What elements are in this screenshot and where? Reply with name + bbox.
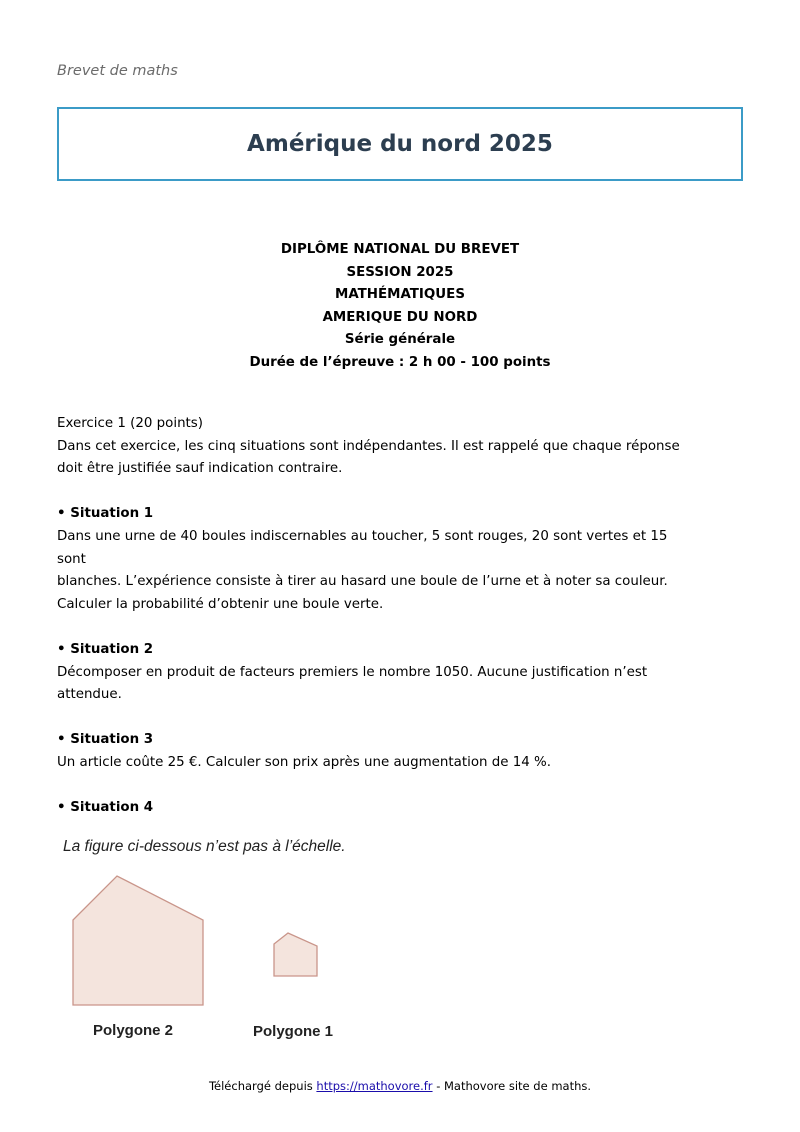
exam-header (57, 239, 743, 375)
exam-header-line: AMERIQUE DU NORD (322, 309, 478, 325)
situation-text: attendue. (57, 687, 122, 703)
situation-title: • Situation 2 (57, 641, 154, 657)
situation-title: • Situation 1 (57, 506, 154, 522)
footer (0, 1079, 800, 1093)
footer-prefix: Téléchargé depuis (208, 1079, 317, 1093)
figure-caption: La figure ci-dessous n’est pas à l’échelle. (63, 838, 346, 855)
exam-header-line: SESSION 2025 (346, 264, 454, 280)
situation-text: blanches. L’expérience consiste à tirer au hasard une boule de l’urne et à noter sa couleur. (57, 574, 668, 590)
situation-title: • Situation 4 (57, 800, 154, 816)
polygons-svg (57, 832, 377, 1047)
situation-title: • Situation 3 (57, 732, 154, 748)
exam-header-line: DIPLÔME NATIONAL DU BREVET (280, 242, 520, 257)
polygon-1-label: Polygone 1 (253, 1023, 334, 1040)
exam-header-line: MATHÉMATIQUES (335, 287, 465, 303)
situation-text: Dans une urne de 40 boules indiscernables au toucher, 5 sont rouges, 20 sont vertes et 15 sont (57, 528, 668, 567)
exam-header-line: Durée de l’épreuve : 2 h 00 - 100 points (249, 354, 551, 370)
mathovore-link[interactable]: https://mathovore.fr (316, 1079, 433, 1093)
polygon-2-shape (73, 876, 203, 1005)
polygon-2-label: Polygone 2 (93, 1022, 174, 1039)
page-title: Amérique du nord 2025 (247, 131, 553, 157)
exercise-intro: Dans cet exercice, les cinq situations sont indépendantes. Il est rappelé que chaque réponse (57, 438, 680, 454)
exercise-intro: doit être justifiée sauf indication contraire. (57, 461, 343, 477)
footer-suffix: - Mathovore site de maths. (432, 1079, 592, 1093)
exercise-content (57, 413, 697, 820)
situation-text: Calculer la probabilité d’obtenir une boule verte. (57, 596, 384, 612)
exercise-title: Exercice 1 (20 points) (57, 416, 204, 431)
polygon-1-shape (274, 933, 317, 976)
situation-text: Décomposer en produit de facteurs premiers le nombre 1050. Aucune justification n’est (57, 664, 648, 680)
exam-header-line: Série générale (344, 332, 456, 348)
header-label: Brevet de maths (57, 63, 178, 79)
title-box (57, 107, 743, 181)
polygon-figure (57, 832, 377, 1047)
situation-text: Un article coûte 25 €. Calculer son prix après une augmentation de 14 %. (57, 754, 552, 770)
